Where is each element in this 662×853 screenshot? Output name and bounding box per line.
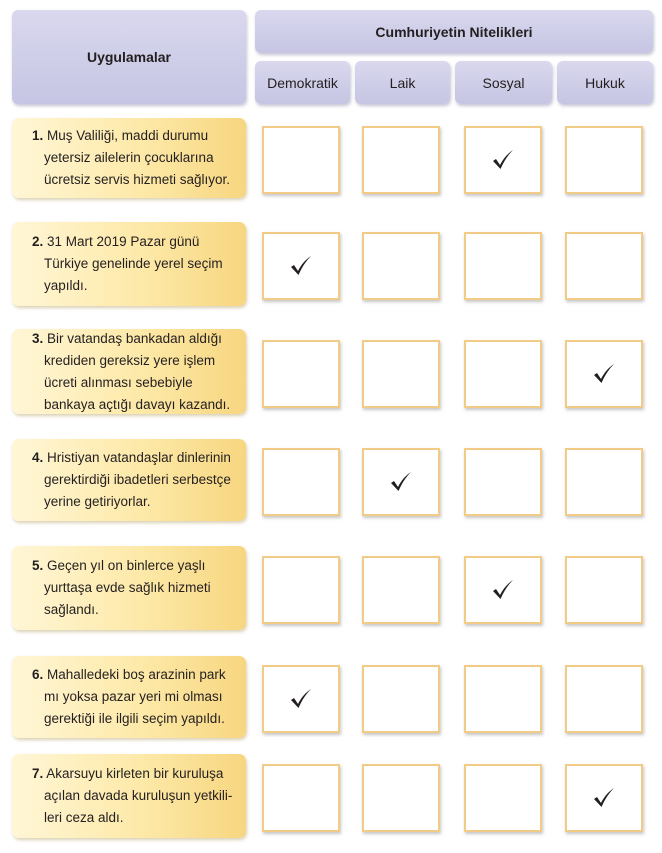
checkbox-democratic-row-4[interactable]	[262, 448, 340, 516]
checkbox-secular-row-6[interactable]	[362, 665, 440, 733]
statement-line	[32, 275, 223, 297]
statement-line-text: leri ceza aldı.	[44, 810, 124, 825]
statement-line-text: gerektiği ile ilgili seçim yapıldı.	[44, 711, 225, 726]
statement-line-text: ücretsiz servis hizmeti sağlıyor.	[44, 172, 231, 187]
statement-line	[32, 394, 230, 416]
checkbox-law-row-3[interactable]	[565, 340, 643, 408]
statement-line	[32, 469, 231, 491]
checkbox-democratic-row-3[interactable]	[262, 340, 340, 408]
checkbox-social-row-6[interactable]	[464, 665, 542, 733]
checkbox-secular-row-3[interactable]	[362, 340, 440, 408]
statement-1	[12, 118, 246, 198]
statement-line	[32, 686, 226, 708]
statement-line	[32, 372, 230, 394]
checkbox-social-row-7[interactable]	[464, 764, 542, 832]
checkbox-secular-row-5[interactable]	[362, 556, 440, 624]
statement-text	[32, 763, 232, 829]
statement-line-text: Türkiye genelinde yerel seçim	[44, 256, 223, 271]
column-header-democratic: Demokratik	[255, 61, 350, 104]
statement-text	[32, 555, 211, 621]
statement-line-text: Akarsuyu kirleten bir kuruluşa	[46, 766, 224, 781]
statement-line-text: Hristiyan vatandaşlar dinlerinin	[47, 450, 231, 465]
statement-number: 7.	[32, 766, 44, 781]
statement-line-text: ücreti alınması sebebiyle	[44, 374, 193, 390]
checkbox-secular-row-7[interactable]	[362, 764, 440, 832]
statement-line-text: yerine getiriyorlar.	[44, 494, 151, 509]
statement-line	[32, 664, 226, 686]
statement-number: 2.	[32, 234, 44, 249]
statement-number: 3.	[32, 330, 44, 346]
statement-line	[32, 491, 231, 513]
check-icon	[592, 787, 616, 809]
statement-number: 1.	[32, 128, 44, 143]
statement-line-text: sağlandı.	[44, 602, 99, 617]
statement-line	[32, 785, 232, 807]
column-header-social: Sosyal	[455, 61, 552, 104]
statement-line-text: Muş Valiliği, maddi durumu	[47, 128, 209, 143]
applications-header: Uygulamalar	[12, 10, 246, 104]
statement-text	[32, 231, 223, 297]
statement-text	[32, 328, 230, 416]
checkbox-law-row-1[interactable]	[565, 126, 643, 194]
statement-line-text: krediden gereksiz yere işlem	[44, 352, 216, 368]
checkbox-social-row-1[interactable]	[464, 126, 542, 194]
statement-line	[32, 328, 230, 350]
statement-line-text: Geçen yıl on binlerce yaşlı	[47, 558, 206, 573]
checkbox-social-row-4[interactable]	[464, 448, 542, 516]
checkbox-law-row-7[interactable]	[565, 764, 643, 832]
checkbox-secular-row-4[interactable]	[362, 448, 440, 516]
statement-line	[32, 350, 230, 372]
check-icon	[491, 149, 515, 171]
statement-line	[32, 807, 232, 829]
statement-2	[12, 222, 246, 306]
statement-line-text: 31 Mart 2019 Pazar günü	[47, 234, 200, 249]
checkbox-law-row-5[interactable]	[565, 556, 643, 624]
statement-line-text: yetersiz ailelerin çocuklarına	[44, 150, 214, 165]
checkbox-law-row-2[interactable]	[565, 232, 643, 300]
statement-line	[32, 169, 230, 191]
statement-7	[12, 754, 246, 838]
statement-line-text: bankaya açtığı davayı kazandı.	[44, 396, 231, 412]
checkbox-democratic-row-7[interactable]	[262, 764, 340, 832]
statement-line	[32, 125, 230, 147]
statement-line	[32, 253, 223, 275]
check-icon	[389, 471, 413, 493]
statement-line-text: Bir vatandaş bankadan aldığı	[47, 330, 222, 346]
statement-line-text: yurttaşa evde sağlık hizmeti	[44, 580, 211, 595]
statement-line	[32, 763, 232, 785]
check-icon	[592, 363, 616, 385]
qualities-header: Cumhuriyetin Nitelikleri	[255, 10, 653, 53]
statement-text	[32, 664, 226, 730]
statement-number: 5.	[32, 558, 44, 573]
statement-line-text: gerektirdiği ibadetleri serbestçe	[44, 472, 231, 487]
checkbox-social-row-3[interactable]	[464, 340, 542, 408]
column-header-secular: Laik	[355, 61, 450, 104]
statement-line	[32, 708, 226, 730]
check-icon	[491, 579, 515, 601]
check-icon	[289, 688, 313, 710]
checkbox-democratic-row-5[interactable]	[262, 556, 340, 624]
statement-text	[32, 447, 231, 513]
checkbox-democratic-row-1[interactable]	[262, 126, 340, 194]
statement-line-text: mı yoksa pazar yeri mi olması	[44, 689, 223, 704]
checkbox-democratic-row-6[interactable]	[262, 665, 340, 733]
statement-number: 6.	[32, 667, 44, 682]
checkbox-social-row-5[interactable]	[464, 556, 542, 624]
statement-line	[32, 599, 211, 621]
statement-number: 4.	[32, 450, 44, 465]
statement-4	[12, 439, 246, 521]
checkbox-law-row-6[interactable]	[565, 665, 643, 733]
column-header-law: Hukuk	[557, 61, 653, 104]
checkbox-secular-row-2[interactable]	[362, 232, 440, 300]
statement-line-text: yapıldı.	[44, 278, 88, 293]
statement-line-text: açılan davada kuruluşun yetkili-	[44, 788, 233, 803]
checkbox-secular-row-1[interactable]	[362, 126, 440, 194]
check-icon	[289, 255, 313, 277]
statement-line	[32, 147, 230, 169]
statement-line	[32, 231, 223, 253]
checkbox-law-row-4[interactable]	[565, 448, 643, 516]
checkbox-democratic-row-2[interactable]	[262, 232, 340, 300]
statement-5	[12, 546, 246, 630]
statement-6	[12, 656, 246, 738]
checkbox-social-row-2[interactable]	[464, 232, 542, 300]
statement-text	[32, 125, 230, 191]
statement-3	[12, 329, 246, 414]
statement-line	[32, 555, 211, 577]
statement-line	[32, 447, 231, 469]
statement-line-text: Mahalledeki boş arazinin park	[47, 667, 226, 682]
statement-line	[32, 577, 211, 599]
